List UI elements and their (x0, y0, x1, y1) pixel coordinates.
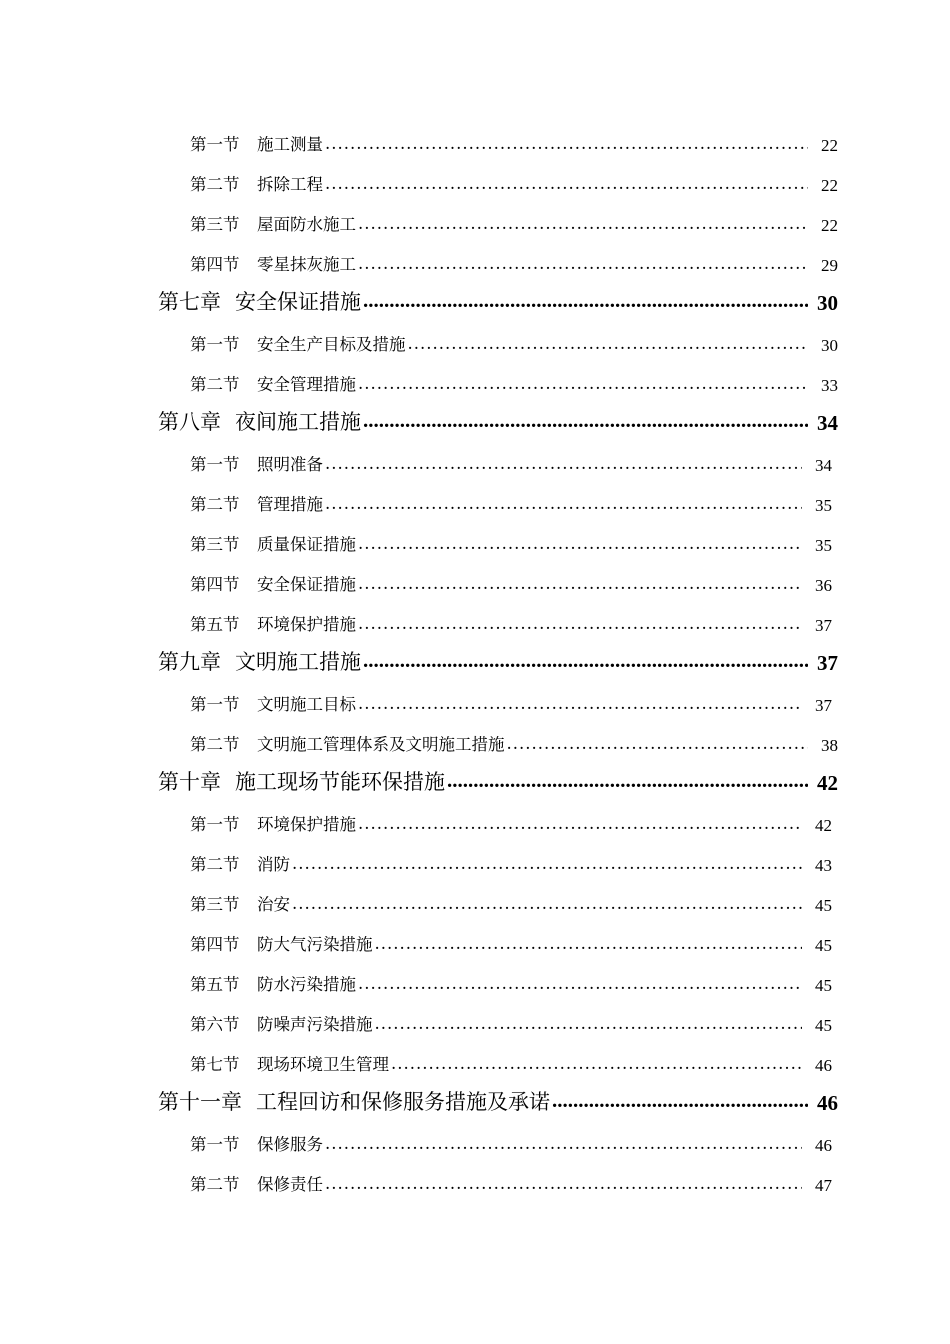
toc-leader-dots (325, 134, 808, 153)
toc-page-number: 42 (815, 816, 832, 835)
toc-section-row[interactable] (0, 196, 950, 236)
toc-section-title: 防水污染措施 (257, 975, 356, 994)
toc-leader-dots (292, 894, 802, 913)
toc-section-title: 消防 (257, 855, 290, 874)
toc-section-number: 第五节 (190, 615, 240, 634)
toc-section-title: 文明施工管理体系及文明施工措施 (257, 735, 505, 754)
toc-page-number: 46 (815, 1056, 832, 1075)
toc-leader-dots (507, 734, 809, 753)
toc-leader-dots (358, 574, 802, 593)
toc-section-number: 第四节 (190, 935, 240, 954)
toc-chapter-row[interactable] (0, 636, 950, 676)
toc-section-row[interactable] (0, 956, 950, 996)
toc-page-number: 30 (817, 291, 838, 315)
toc-leader-dots (447, 768, 808, 793)
toc-section-title: 文明施工目标 (257, 695, 356, 714)
toc-leader-dots (358, 214, 808, 233)
toc-leader-dots (358, 374, 808, 393)
toc-section-number: 第七节 (190, 1055, 240, 1074)
toc-page-number: 38 (821, 736, 838, 755)
toc-section-number: 第二节 (190, 175, 240, 194)
toc-page-number: 43 (815, 856, 832, 875)
toc-page-number: 22 (821, 216, 838, 235)
toc-page-number: 47 (815, 1176, 832, 1195)
toc-page-number: 22 (821, 176, 838, 195)
toc-page-number: 45 (815, 896, 832, 915)
toc-section-title: 安全管理措施 (257, 375, 356, 394)
toc-leader-dots (358, 694, 802, 713)
toc-leader-dots (358, 614, 802, 633)
toc-section-number: 第四节 (190, 255, 240, 274)
toc-chapter-number: 第七章 (158, 290, 221, 314)
toc-section-number: 第一节 (190, 455, 240, 474)
toc-page-number: 33 (821, 376, 838, 395)
toc-section-number: 第二节 (190, 855, 240, 874)
toc-chapter-row[interactable] (0, 396, 950, 436)
toc-section-title: 照明准备 (257, 455, 323, 474)
toc-chapter-title: 施工现场节能环保措施 (235, 770, 445, 794)
toc-section-row[interactable] (0, 716, 950, 756)
toc-section-title: 保修服务 (257, 1135, 323, 1154)
toc-section-title: 零星抹灰施工 (257, 255, 356, 274)
toc-section-number: 第一节 (190, 1135, 240, 1154)
toc-leader-dots (325, 1134, 802, 1153)
toc-leader-dots (292, 854, 802, 873)
toc-leader-dots (375, 934, 803, 953)
toc-section-title: 防大气污染措施 (257, 935, 373, 954)
toc-section-number: 第四节 (190, 575, 240, 594)
toc-section-title: 环境保护措施 (257, 615, 356, 634)
toc-section-number: 第一节 (190, 135, 240, 154)
toc-section-row[interactable] (0, 876, 950, 916)
toc-section-row[interactable] (0, 836, 950, 876)
toc-page-number: 45 (815, 976, 832, 995)
toc-leader-dots (375, 1014, 803, 1033)
toc-page-number: 35 (815, 536, 832, 555)
toc-section-title: 现场环境卫生管理 (257, 1055, 389, 1074)
toc-leader-dots (358, 254, 808, 273)
toc-section-row[interactable] (0, 356, 950, 396)
toc-leader-dots (552, 1088, 808, 1113)
toc-section-row[interactable] (0, 596, 950, 636)
toc-page-number: 46 (815, 1136, 832, 1155)
toc-section-row[interactable] (0, 1156, 950, 1196)
toc-section-number: 第三节 (190, 535, 240, 554)
toc-page-number: 34 (817, 411, 838, 435)
toc-section-number: 第三节 (190, 895, 240, 914)
toc-chapter-title: 安全保证措施 (235, 290, 361, 314)
toc-page-number: 37 (815, 696, 832, 715)
toc-page-number: 37 (815, 616, 832, 635)
toc-page-number: 34 (815, 456, 832, 475)
toc-page-number: 22 (821, 136, 838, 155)
toc-chapter-number: 第十一章 (158, 1090, 242, 1114)
toc-leader-dots (358, 534, 802, 553)
toc-chapter-number: 第十章 (158, 770, 221, 794)
toc-leader-dots (358, 974, 802, 993)
toc-section-row[interactable] (0, 316, 950, 356)
toc-page-number: 45 (815, 936, 832, 955)
toc-chapter-number: 第九章 (158, 650, 221, 674)
toc-section-row[interactable] (0, 916, 950, 956)
toc-section-number: 第三节 (190, 215, 240, 234)
toc-section-row[interactable] (0, 556, 950, 596)
toc-section-number: 第二节 (190, 375, 240, 394)
toc-section-row[interactable] (0, 996, 950, 1036)
toc-leader-dots (325, 494, 802, 513)
toc-chapter-row[interactable] (0, 1076, 950, 1116)
toc-leader-dots (363, 288, 808, 313)
toc-section-number: 第二节 (190, 1175, 240, 1194)
toc-section-title: 管理措施 (257, 495, 323, 514)
toc-chapter-title: 工程回访和保修服务措施及承诺 (256, 1090, 550, 1114)
toc-chapter-row[interactable] (0, 756, 950, 796)
toc-section-row[interactable] (0, 156, 950, 196)
toc-leader-dots (391, 1054, 802, 1073)
toc-leader-dots (325, 174, 808, 193)
toc-page-number: 37 (817, 651, 838, 675)
toc-chapter-title: 夜间施工措施 (235, 410, 361, 434)
toc-section-number: 第一节 (190, 815, 240, 834)
toc-section-number: 第五节 (190, 975, 240, 994)
toc-section-title: 施工测量 (257, 135, 323, 154)
toc-section-row[interactable] (0, 236, 950, 276)
toc-page-number: 29 (821, 256, 838, 275)
toc-section-row[interactable] (0, 516, 950, 556)
toc-section-row[interactable] (0, 116, 950, 156)
toc-chapter-row[interactable] (0, 276, 950, 316)
toc-page-number: 30 (821, 336, 838, 355)
toc-leader-dots (363, 408, 808, 433)
toc-section-row[interactable] (0, 436, 950, 476)
toc-section-number: 第二节 (190, 735, 240, 754)
toc-page-number: 35 (815, 496, 832, 515)
toc-section-title: 环境保护措施 (257, 815, 356, 834)
toc-page-number: 42 (817, 771, 838, 795)
toc-section-title: 安全生产目标及措施 (257, 335, 406, 354)
toc-page-number: 36 (815, 576, 832, 595)
toc-leader-dots (363, 648, 808, 673)
toc-section-row[interactable] (0, 1116, 950, 1156)
toc-section-number: 第一节 (190, 695, 240, 714)
toc-leader-dots (325, 1174, 802, 1193)
toc-leader-dots (358, 814, 802, 833)
toc-section-number: 第二节 (190, 495, 240, 514)
toc-section-title: 治安 (257, 895, 290, 914)
toc-page-number: 46 (817, 1091, 838, 1115)
toc-section-title: 质量保证措施 (257, 535, 356, 554)
toc-section-title: 安全保证措施 (257, 575, 356, 594)
toc-section-title: 防噪声污染措施 (257, 1015, 373, 1034)
toc-chapter-title: 文明施工措施 (235, 650, 361, 674)
toc-section-row[interactable] (0, 796, 950, 836)
table-of-contents (0, 116, 950, 1196)
toc-section-number: 第六节 (190, 1015, 240, 1034)
toc-section-title: 拆除工程 (257, 175, 323, 194)
toc-chapter-number: 第八章 (158, 410, 221, 434)
toc-section-number: 第一节 (190, 335, 240, 354)
toc-section-title: 保修责任 (257, 1175, 323, 1194)
toc-leader-dots (325, 454, 802, 473)
toc-section-row[interactable] (0, 676, 950, 716)
toc-leader-dots (408, 334, 809, 353)
toc-section-row[interactable] (0, 1036, 950, 1076)
toc-section-row[interactable] (0, 476, 950, 516)
toc-page-number: 45 (815, 1016, 832, 1035)
toc-section-title: 屋面防水施工 (257, 215, 356, 234)
